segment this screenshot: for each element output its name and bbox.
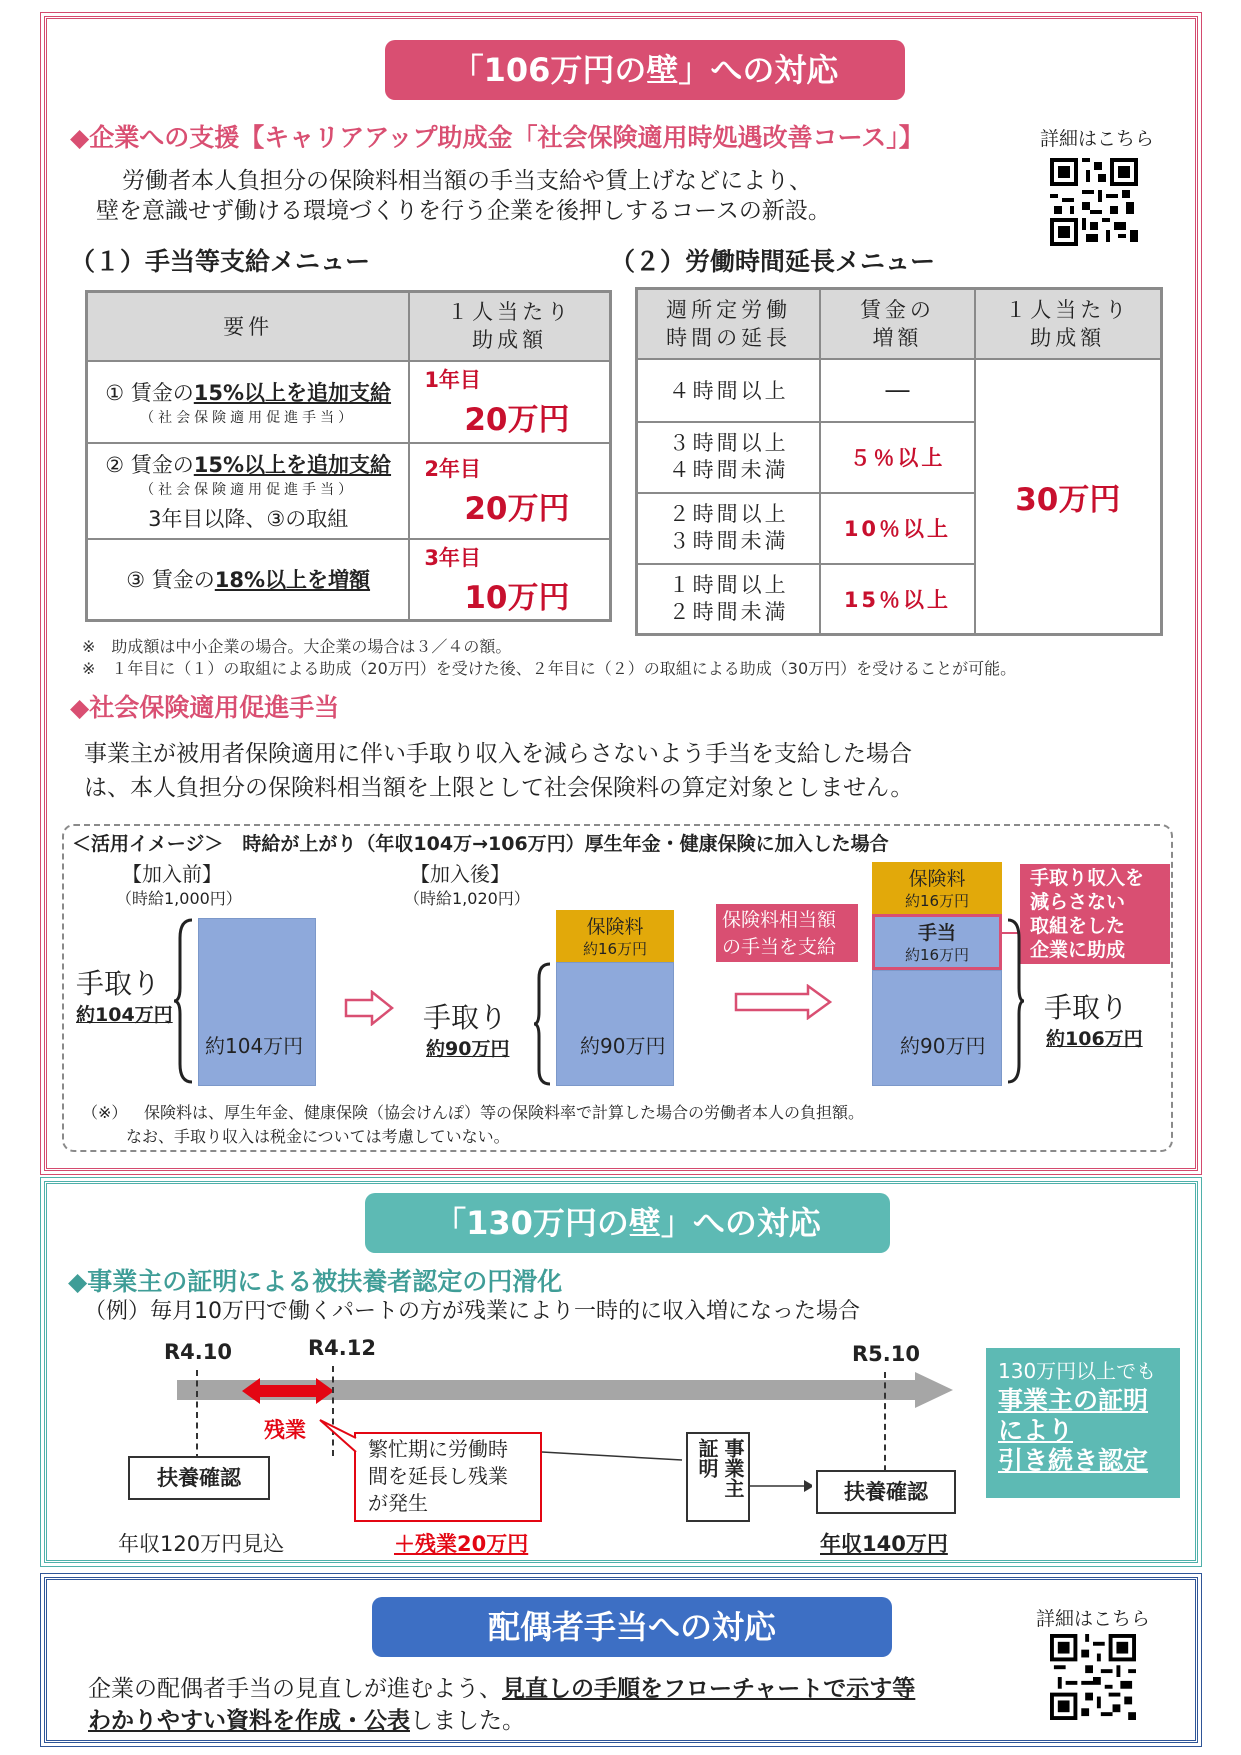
intro-line-1: 労働者本人負担分の保険料相当額の手当支給や賃上げなどにより、: [122, 168, 812, 194]
date-r5-10: R5.10: [852, 1342, 920, 1366]
employer-certificate-icon: 事業主証明: [686, 1432, 750, 1522]
certification-callout: 130万円以上でも 事業主の証明 により 引き続き認定: [986, 1348, 1180, 1498]
intro-line-2: 壁を意識せず働ける環境づくりを行う企業を後押しするコースの新設。: [96, 198, 831, 224]
bar-before-label: 約104万円: [205, 1034, 304, 1058]
spouse-line-1: 企業の配偶者手当の見直しが進むよう、見直しの手順をフローチャートで示す等: [88, 1676, 916, 1702]
example-text: （例）毎月10万円で働くパートの方が残業により一時的に収入増になった場合: [84, 1299, 860, 1324]
section-130-title: 「130万円の壁」への対応: [365, 1193, 890, 1253]
section-spouse-title: 配偶者手当への対応: [372, 1597, 892, 1657]
allowance-line-1: 事業主が被用者保険適用に伴い手取り収入を減らさないよう手当を支給した場合: [84, 741, 912, 767]
table1-header-req: 要件: [87, 292, 410, 361]
before-label: 【加入前】: [122, 862, 222, 886]
dependent-heading: ◆事業主の証明による被扶養者認定の円滑化: [68, 1267, 563, 1296]
takehome-final-amount: 約106万円: [1046, 1028, 1143, 1050]
brace-icon: [172, 918, 196, 1084]
menu2-table: 週所定労働 時間の延長 賃金の 増額 １人当たり 助成額 ４時間以上 ― 30万円 ３時間以上 ４時間未満 ５％以上 ２時間以上 ３時間未満 10％以上 １時間以上 ２時間未満 15％以上: [635, 287, 1163, 636]
image-note-1: 保険料は、厚生年金、健康保険（協会けんぽ）等の保険料率で計算した場合の労働者本人の負担額。: [144, 1103, 865, 1122]
takehome-after-amount: 約90万円: [426, 1038, 510, 1060]
menu1-table: [85, 290, 612, 622]
table2-amount: 30万円: [975, 359, 1162, 635]
income-estimate: 年収120万円見込: [118, 1532, 285, 1556]
after-wage: （時給1,020円）: [404, 889, 530, 908]
note-2: ※ １年目に（１）の取組による助成（20万円）を受けた後、２年目に（２）の取組による助成（30万円）を受けることが可能。: [82, 659, 1017, 678]
callout-pointer: [318, 1418, 358, 1458]
takehome-final-label: 手取り: [1044, 991, 1129, 1024]
income-actual: 年収140万円: [820, 1532, 948, 1556]
takehome-after-label: 手取り: [423, 1001, 508, 1034]
premium-amount: 約16万円: [582, 940, 648, 958]
arrow-right-icon: [344, 990, 394, 1026]
section-106-title: 「106万円の壁」への対応: [385, 40, 905, 100]
premium-label: 保険料: [586, 916, 644, 938]
table2-row: ２時間以上 ３時間未満 10％以上: [637, 493, 1162, 564]
table1-row: ③ 賃金の18%以上を増額 3年目 10万円: [87, 539, 611, 621]
arrow-right-icon: [734, 984, 834, 1020]
allowance-heading: ◆社会保険適用促進手当: [70, 693, 340, 722]
image-note-2: なお、手取り収入は税金については考慮していない。: [126, 1127, 510, 1146]
premium-amount: 約16万円: [904, 892, 970, 910]
bar-final-label: 約90万円: [900, 1034, 986, 1058]
table1-row: ② 賃金の15%以上を追加支給 （社会保険適用促進手当） 3年目以降、③の取組 2年目 20万円: [87, 443, 611, 539]
takehome-before-label: 手取り: [76, 967, 161, 1000]
allowance-line-2: は、本人負担分の保険料相当額を上限として社会保険料の算定対象としません。: [84, 775, 914, 801]
support-heading: ◆企業への支援【キャリアアップ助成金「社会保険適用時処遇改善コース」】: [70, 123, 924, 152]
bar-after: [556, 962, 674, 1086]
allowance-label: 手当: [917, 922, 956, 944]
dependent-check-box: 扶養確認: [816, 1470, 956, 1514]
usage-image-title: ＜活用イメージ＞ 時給が上がり（年収104万→106万円）厚生年金・健康保険に加入した場合: [72, 833, 889, 855]
image-note-mark: （※）: [82, 1103, 128, 1122]
flow-line: [542, 1440, 812, 1500]
table1-row: ① 賃金の15%以上を追加支給 （社会保険適用促進手当） 1年目 20万円: [87, 361, 611, 443]
table2-row: ３時間以上 ４時間未満 ５％以上: [637, 422, 1162, 493]
date-r4-10: R4.10: [164, 1340, 232, 1364]
spouse-line-2: わかりやすい資料を作成・公表しました。: [88, 1708, 525, 1734]
after-label: 【加入後】: [410, 862, 510, 886]
pay-allowance-box: 保険料相当額 の手当を支給: [716, 904, 858, 962]
qr-code-icon[interactable]: [1050, 158, 1138, 246]
company-support-box: 手取り収入を 減らさない 取組をした 企業に助成: [1020, 864, 1170, 964]
bar-before: [198, 918, 316, 1086]
overtime-label: 残業: [264, 1418, 306, 1442]
premium-label: 保険料: [908, 868, 966, 890]
before-wage: （時給1,000円）: [116, 889, 242, 908]
menu1-title: （１）手当等支給メニュー: [70, 247, 371, 276]
overtime-arrow-icon: [240, 1376, 336, 1406]
brace-icon: [1004, 918, 1026, 1084]
table2-row: ４時間以上 ― 30万円: [637, 359, 1162, 422]
allowance-amount: 約16万円: [904, 946, 970, 964]
date-r4-12: R4.12: [308, 1336, 376, 1360]
bar-after-label: 約90万円: [580, 1034, 666, 1058]
overtime-income: ＋残業20万円: [394, 1532, 529, 1556]
dependent-check-box: 扶養確認: [128, 1456, 270, 1500]
brace-icon: [532, 962, 554, 1086]
menu2-title: （２）労働時間延長メニュー: [610, 247, 936, 276]
qr-code-icon[interactable]: [1050, 1634, 1136, 1720]
takehome-before-amount: 約104万円: [76, 1004, 173, 1026]
busy-period-box: 繁忙期に労働時 間を延長し残業 が発生: [354, 1432, 542, 1522]
detail-label: 詳細はこちら: [1036, 1608, 1151, 1630]
detail-label: 詳細はこちら: [1040, 128, 1155, 150]
table2-row: １時間以上 ２時間未満 15％以上: [637, 564, 1162, 635]
note-1: ※ 助成額は中小企業の場合。大企業の場合は３／４の額。: [82, 637, 512, 656]
bar-final: [872, 970, 1002, 1086]
table1-header-amount: １人当たり 助成額: [409, 292, 610, 361]
timeline-tick: [196, 1370, 198, 1460]
